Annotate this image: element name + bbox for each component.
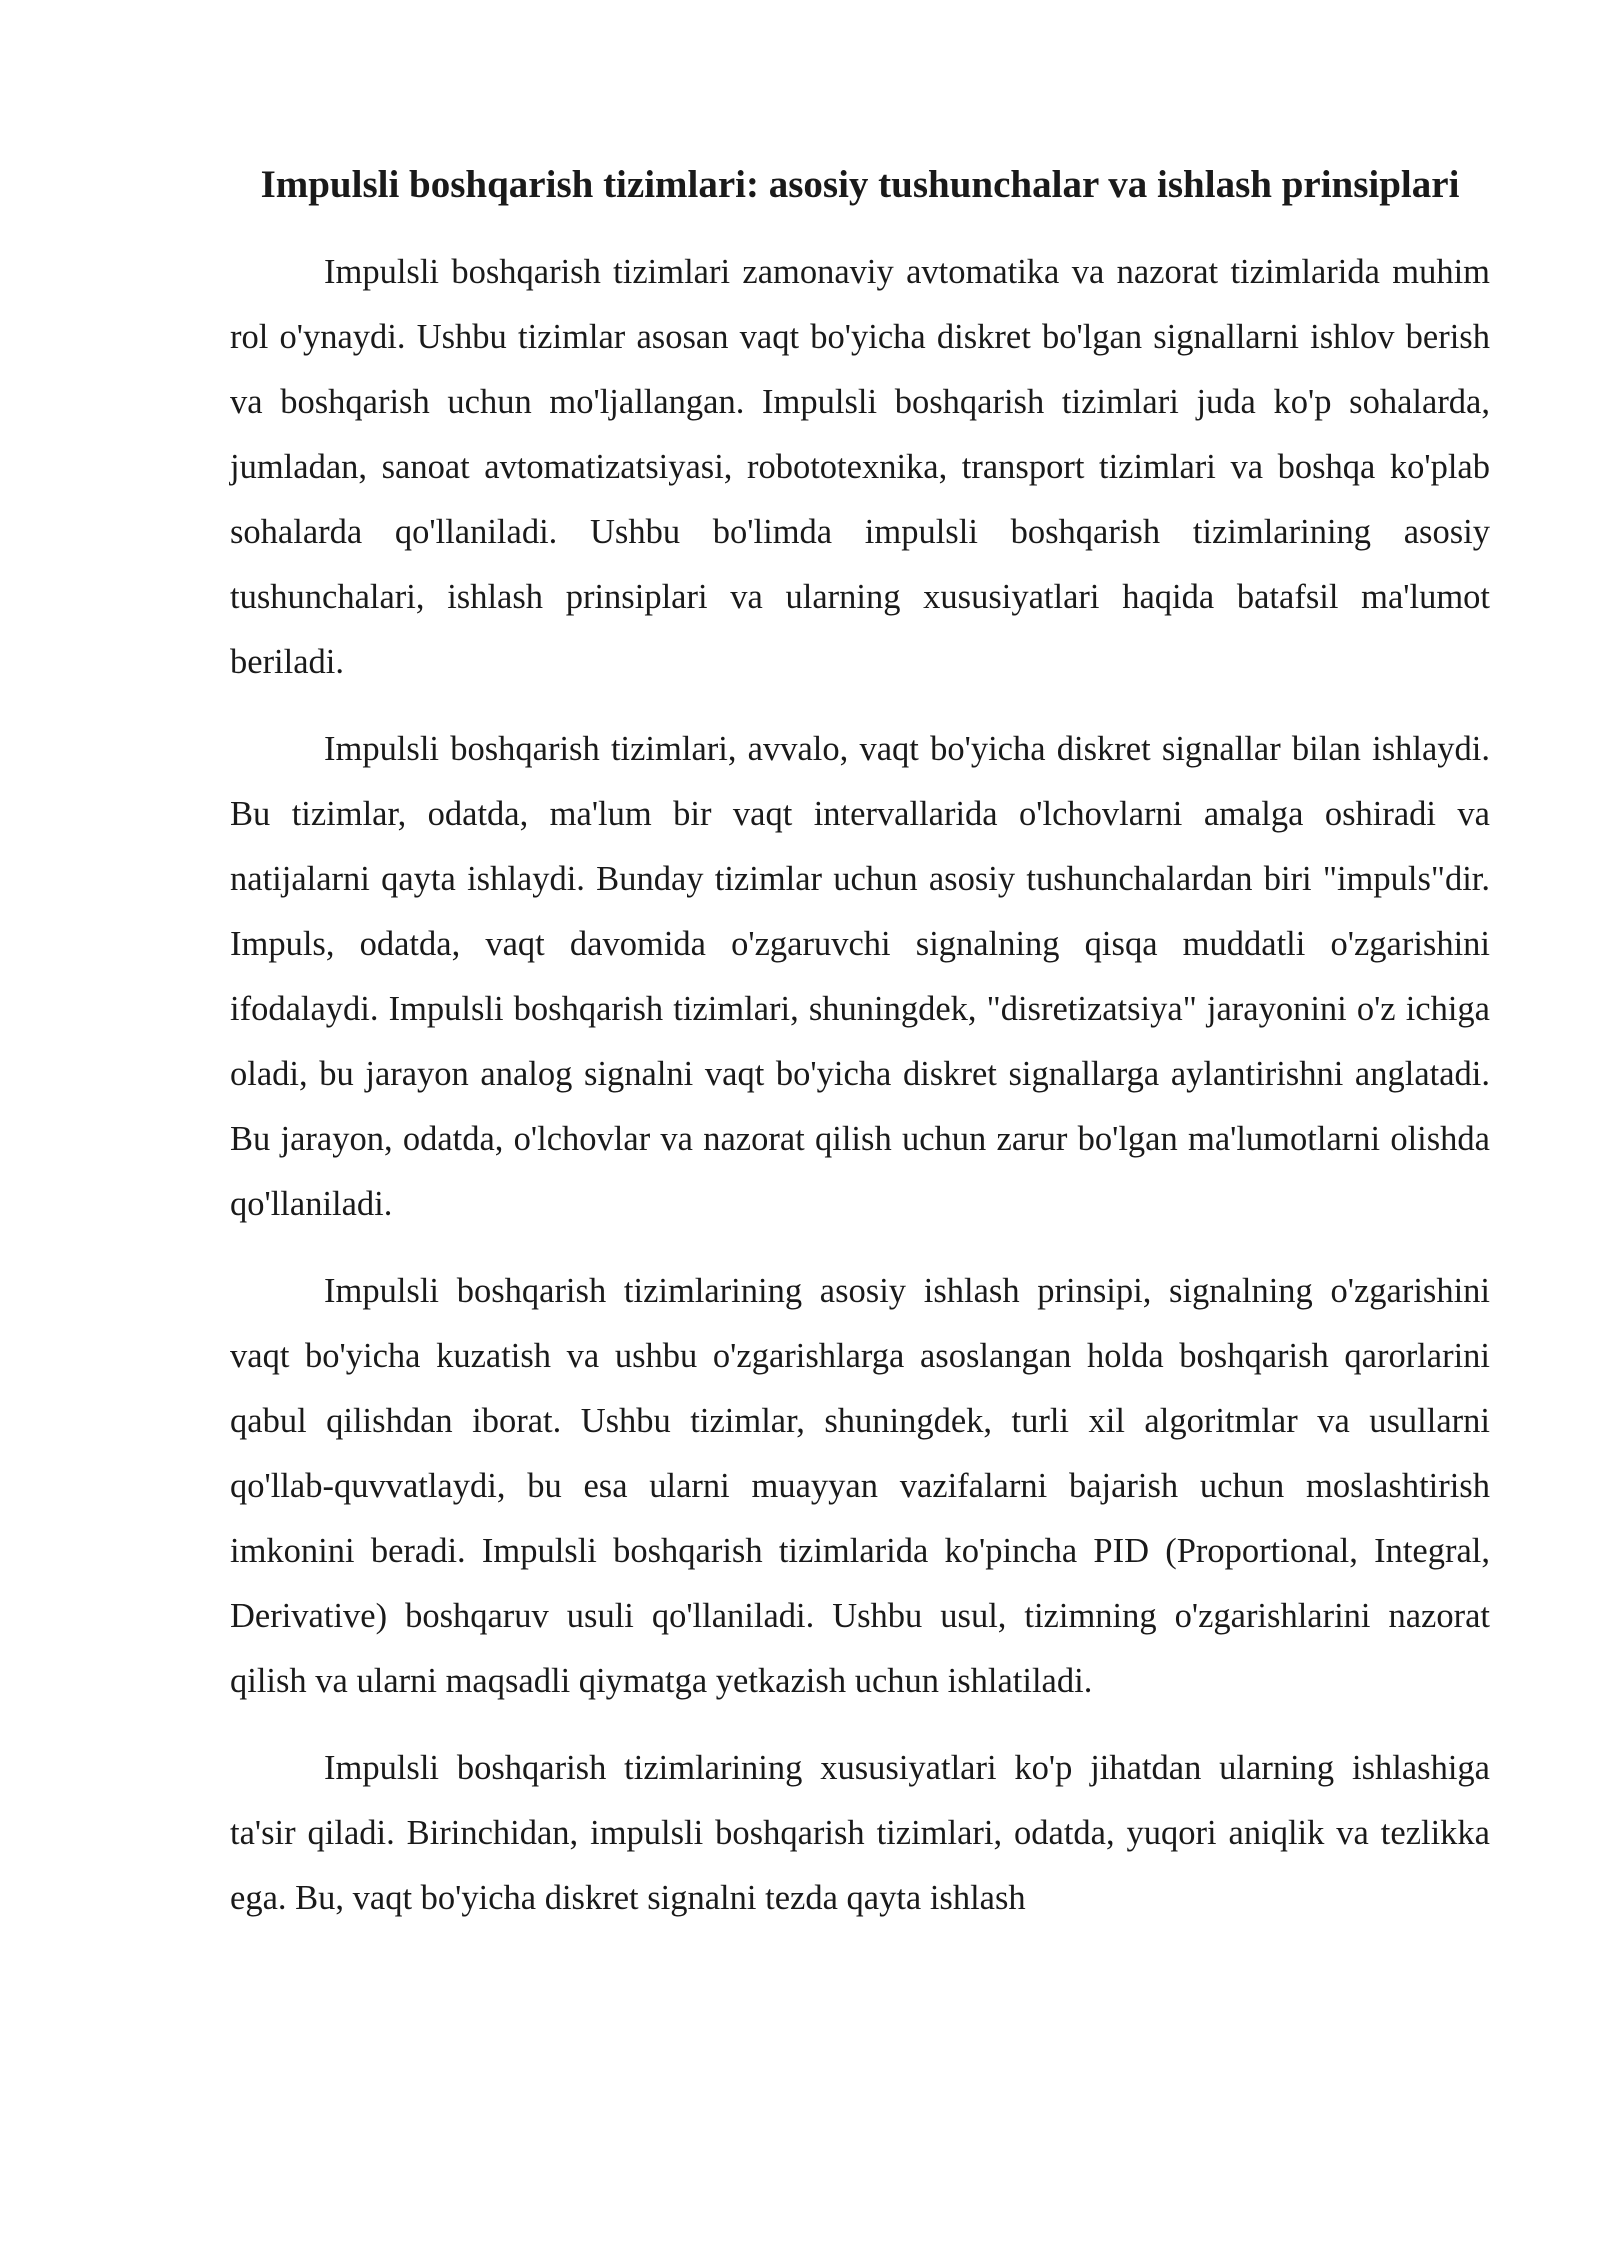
paragraph-1: Impulsli boshqarish tizimlari zamonaviy avtomatika va nazorat tizimlarida muhim rol o'ynaydi. Ushbu tizimlar asosan vaqt bo'yicha diskret bo'lgan signallarni ishlov berish va boshqarish uchun mo'ljallangan. Impulsli boshqarish tizimlari juda ko'p sohalarda, jumladan, sanoat avtomatizatsiyasi, robototexnika, transport tizimlari va boshqa ko'plab sohalarda qo'llaniladi. Ushbu bo'limda impulsli boshqarish tizimlarining asosiy tushunchalari, ishlash prinsiplari va ularning xususiyatlari haqida batafsil ma'lumot beriladi. bbox=[230, 253, 1490, 681]
document-title: Impulsli boshqarish tizimlari: asosiy tushunchalar va ishlash prinsiplari bbox=[260, 163, 1460, 206]
document-body bbox=[230, 148, 1490, 1953]
paragraph-2: Impulsli boshqarish tizimlari, avvalo, vaqt bo'yicha diskret signallar bilan ishlaydi. Bu tizimlar, odatda, ma'lum bir vaqt intervallarida o'lchovlarni amalga oshiradi va natijalarni qayta ishlaydi. Bunday tizimlar uchun asosiy tushunchalardan biri "impuls"dir. Impuls, odatda, vaqt davomida o'zgaruvchi signalning qisqa muddatli o'zgarishini ifodalaydi. Impulsli boshqarish tizimlari, shuningdek, "disretizatsiya" jarayonini o'z ichiga oladi, bu jarayon analog signalni vaqt bo'yicha diskret signallarga aylantirishni anglatadi. Bu jarayon, odatda, o'lchovlar va nazorat qilish uchun zarur bo'lgan ma'lumotlarni olishda qo'llaniladi. bbox=[230, 730, 1490, 1223]
paragraph-3: Impulsli boshqarish tizimlarining asosiy ishlash prinsipi, signalning o'zgarishini vaqt bo'yicha kuzatish va ushbu o'zgarishlarga asoslangan holda boshqarish qarorlarini qabul qilishdan iborat. Ushbu tizimlar, shuningdek, turli xil algoritmlar va usullarni qo'llab-quvvatlaydi, bu esa ularni muayyan vazifalarni bajarish uchun moslashtirish imkonini beradi. Impulsli boshqarish tizimlarida ko'pincha PID (Proportional, Integral, Derivative) boshqaruv usuli qo'llaniladi. Ushbu usul, tizimning o'zgarishlarini nazorat qilish va ularni maqsadli qiymatga yetkazish uchun ishlatiladi. bbox=[230, 1272, 1490, 1700]
paragraph-4: Impulsli boshqarish tizimlarining xususiyatlari ko'p jihatdan ularning ishlashiga ta'sir qiladi. Birinchidan, impulsli boshqarish tizimlari, odatda, yuqori aniqlik va tezlikka ega. Bu, vaqt bo'yicha diskret signalni tezda qayta ishlash bbox=[230, 1749, 1490, 1917]
